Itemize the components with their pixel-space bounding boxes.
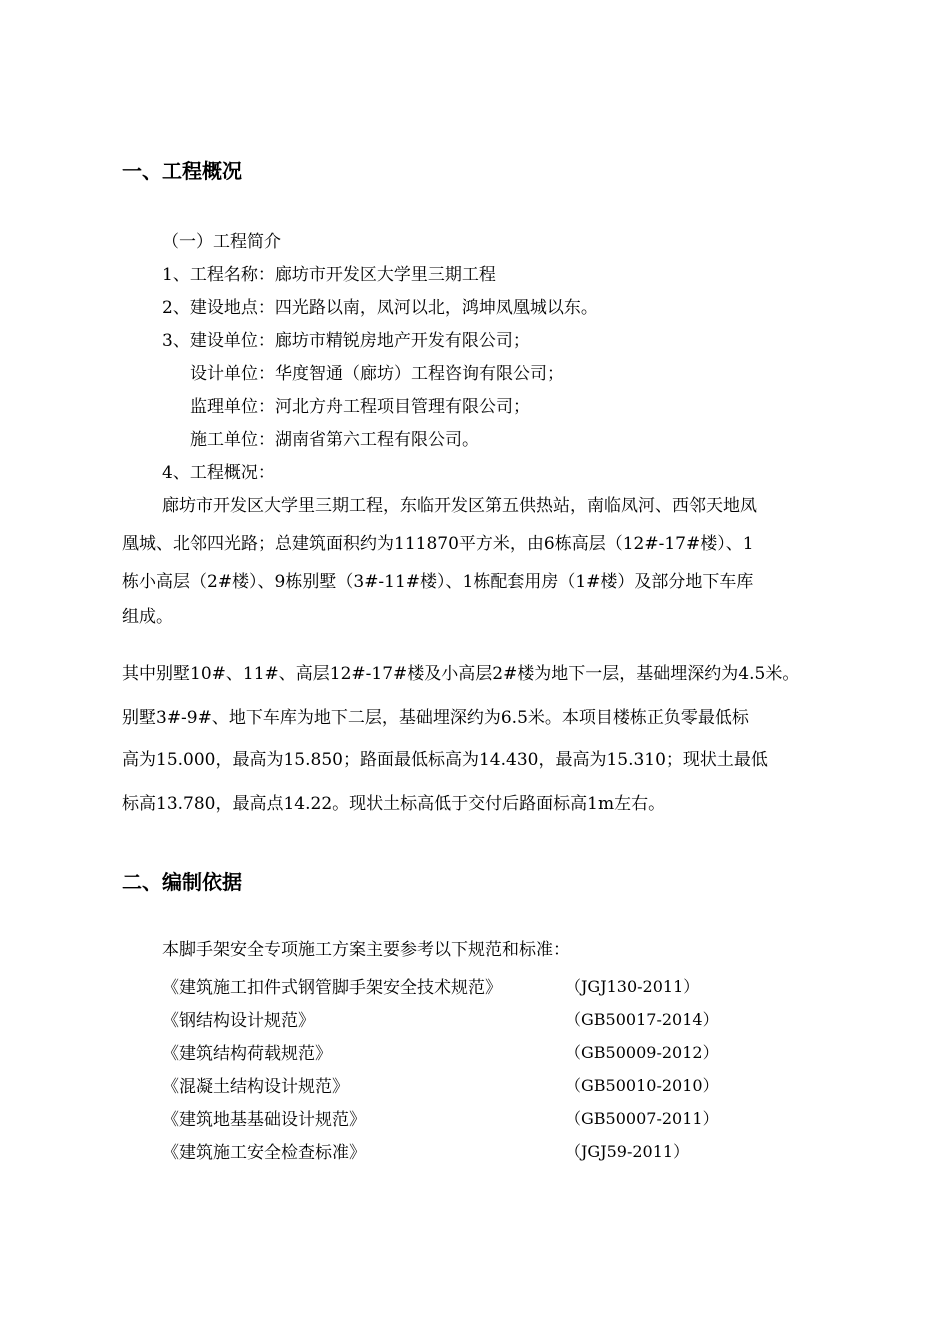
references-intro: 本脚手架安全专项施工方案主要参考以下规范和标准： xyxy=(162,940,570,960)
reference-code: （GB50010-2010） xyxy=(565,1076,719,1095)
item-location: 2、建设地点：四光路以南，凤河以北，鸿坤凤凰城以东。 xyxy=(162,298,598,318)
reference-title: 《建筑施工扣件式钢管脚手架安全技术规范》 xyxy=(162,978,502,998)
reference-title: 《钢结构设计规范》 xyxy=(162,1011,315,1031)
detail-line: 高为15.000，最高为15.850；路面最低标高为14.430，最高为15.310；现状土最低 xyxy=(122,750,768,770)
overview-line: 栋小高层（2#楼）、9栋别墅（3#-11#楼）、1栋配套用房（1#楼）及部分地下车库 xyxy=(122,572,754,592)
reference-code: （GB50007-2011） xyxy=(565,1109,719,1128)
section-heading-overview: 一、工程概况 xyxy=(122,159,242,183)
item-contractor: 施工单位：湖南省第六工程有限公司。 xyxy=(190,430,479,450)
reference-code: （GB50017-2014） xyxy=(565,1010,719,1029)
detail-line: 标高13.780，最高点14.22。现状土标高低于交付后路面标高1m左右。 xyxy=(122,794,666,814)
detail-line: 其中别墅10#、11#、高层12#-17#楼及小高层2#楼为地下一层，基础埋深约为4.5米。 xyxy=(122,664,800,684)
reference-title: 《建筑结构荷载规范》 xyxy=(162,1044,332,1064)
item-project-name: 1、工程名称：廊坊市开发区大学里三期工程 xyxy=(162,265,496,285)
reference-title: 《建筑地基基础设计规范》 xyxy=(162,1110,366,1130)
reference-code: （JGJ59-2011） xyxy=(565,1142,690,1161)
item-overview-label: 4、工程概况： xyxy=(162,463,275,483)
overview-line: 组成。 xyxy=(122,607,173,627)
overview-line: 廊坊市开发区大学里三期工程，东临开发区第五供热站，南临凤河、西邻天地凤 xyxy=(162,496,757,516)
item-supervisor: 监理单位：河北方舟工程项目管理有限公司； xyxy=(190,397,530,417)
sub-heading: （一）工程简介 xyxy=(162,232,281,252)
section-heading-basis: 二、编制依据 xyxy=(122,870,242,894)
reference-code: （JGJ130-2011） xyxy=(565,977,700,996)
item-designer: 设计单位：华度智通（廊坊）工程咨询有限公司； xyxy=(190,364,564,384)
detail-line: 别墅3#-9#、地下车库为地下二层，基础埋深约为6.5米。本项目楼栋正负零最低标 xyxy=(122,708,749,728)
item-developer: 3、建设单位：廊坊市精锐房地产开发有限公司； xyxy=(162,331,530,351)
reference-code: （GB50009-2012） xyxy=(565,1043,719,1062)
overview-line: 凰城、北邻四光路；总建筑面积约为111870平方米，由6栋高层（12#-17#楼）、1 xyxy=(122,534,754,554)
reference-title: 《建筑施工安全检查标准》 xyxy=(162,1143,366,1163)
reference-title: 《混凝土结构设计规范》 xyxy=(162,1077,349,1097)
